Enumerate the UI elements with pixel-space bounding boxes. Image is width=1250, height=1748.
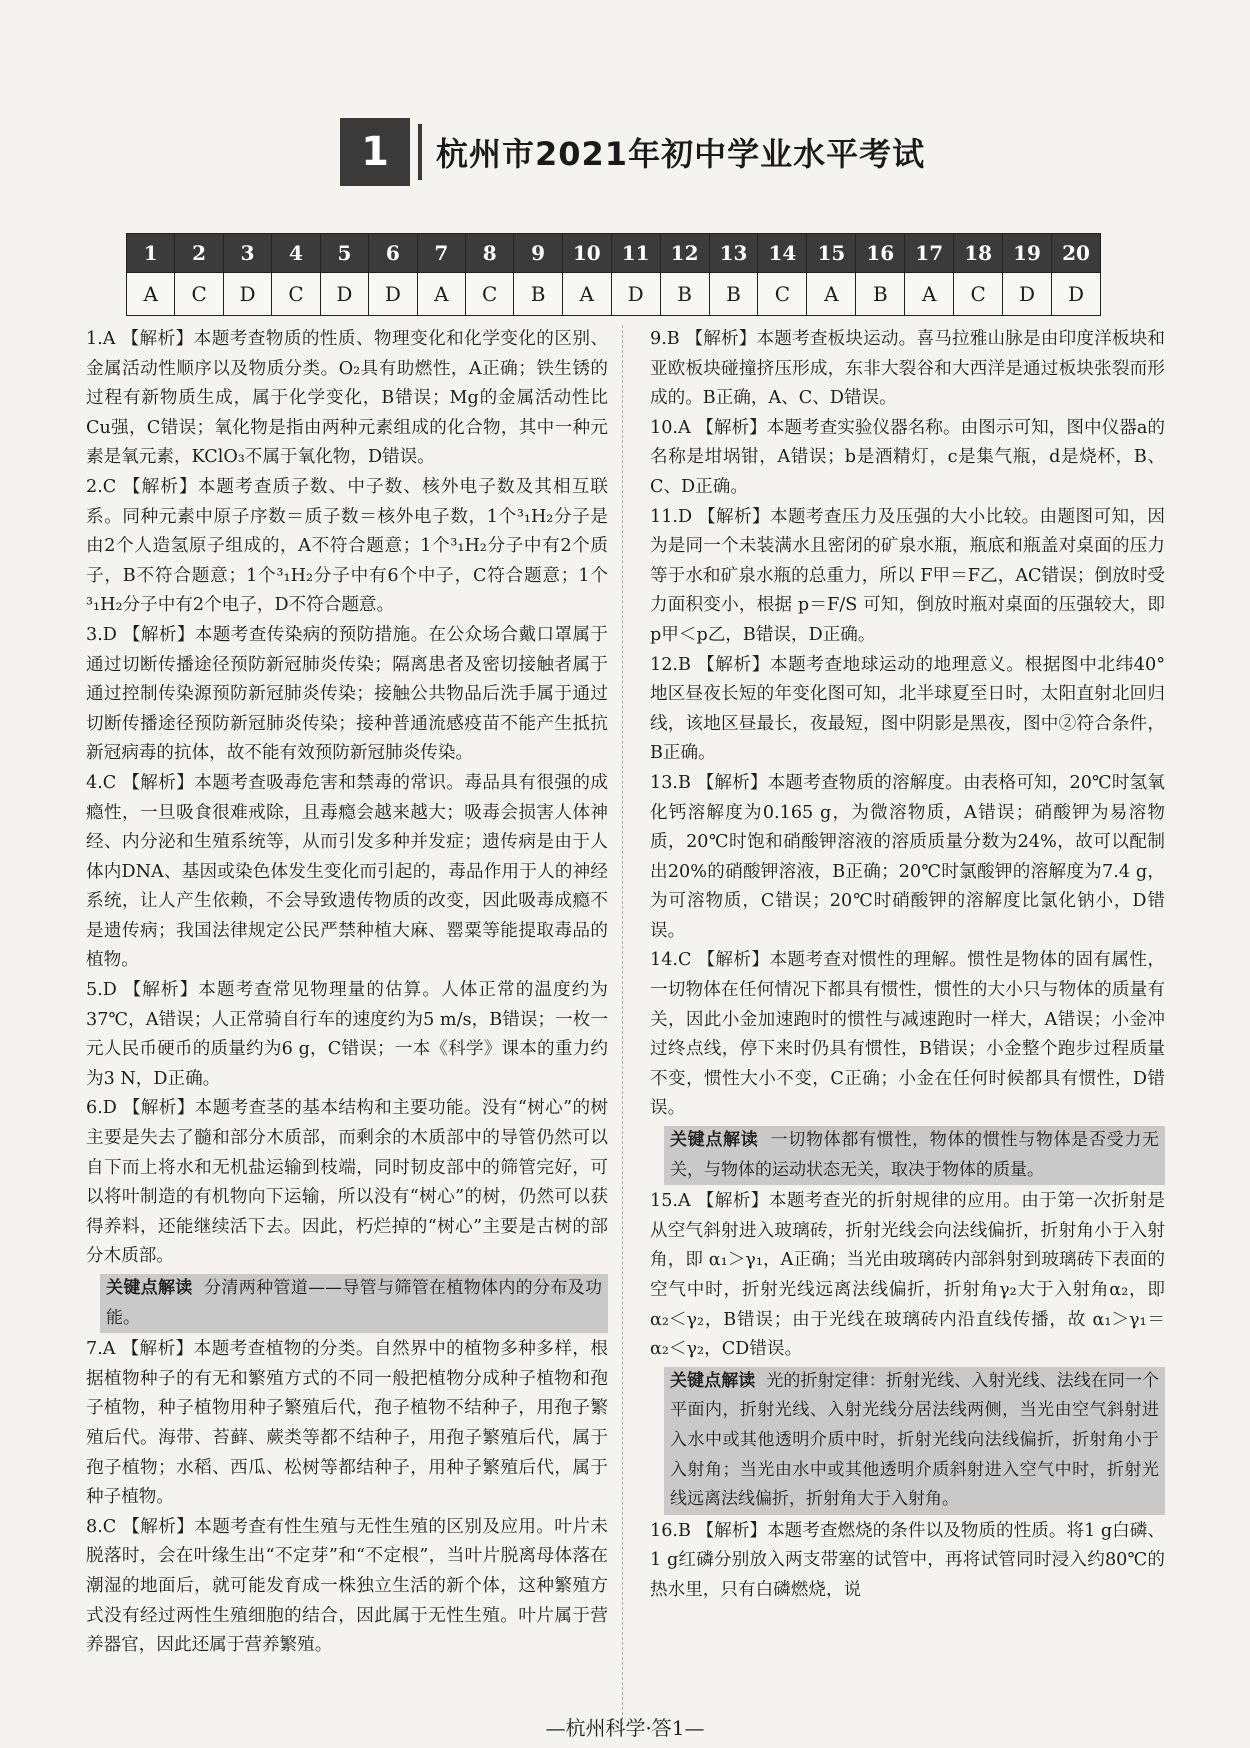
- key-point-label: 关键点解读: [670, 1370, 756, 1391]
- answer-cell: A: [807, 273, 856, 316]
- explanation-item: 14.C 【解析】本题考查对惯性的理解。惯性是物体的固有属性，一切物体在任何情况下都具有惯性，惯性的大小只与物体的质量有关，因此小金加速跑时的惯性与减速跑时一样大，A错误；小金冲过终点线，停下来时仍具有惯性，B错误；小金整个跑步过程质量不变，惯性大小不变，C正确；小金在任何时候都具有惯性，D错误。: [650, 950, 1165, 1119]
- answer-cell: D: [223, 273, 271, 316]
- explanation-item: 11.D 【解析】本题考查压力及压强的大小比较。由题图可知，因为是同一个未装满水且密闭的矿泉水瓶，瓶底和瓶盖对桌面的压力等于水和矿泉水瓶的总重力，所以 F甲＝F乙，AC错误；倒放时受力面积变小，根据 p＝F/S 可知，倒放时瓶对桌面的压强较大，即 p甲＜p乙，B错误，D正确。: [650, 506, 1165, 645]
- explanation-item: 5.D 【解析】本题考查常见物理量的估算。人体正常的温度约为37℃，A错误；人正常骑自行车的速度约为5 m/s，B错误；一枚一元人民币硬币的质量约为6 g，C错误；一本《科学》课本的重力约为3 N，D正确。: [86, 980, 608, 1089]
- question-number-cell: 10: [562, 234, 611, 273]
- explanation-item: 12.B 【解析】本题考查地球运动的地理意义。根据图中北纬40°地区昼夜长短的年变化图可知，北半球夏至日时，太阳直射北回归线，该地区昼最长，夜最短，图中阴影是黑夜，图中②符合条件，B正确。: [650, 654, 1165, 764]
- question-number-cell: 11: [611, 234, 660, 273]
- question-number-cell: 20: [1052, 234, 1101, 273]
- right-column: [650, 325, 1165, 1606]
- question-number-cell: 15: [807, 234, 856, 273]
- question-number-cell: 18: [954, 234, 1003, 273]
- question-number-cell: 6: [369, 234, 417, 273]
- question-number-cell: 19: [1003, 234, 1052, 273]
- answer-cell: A: [562, 273, 611, 316]
- key-point-box: [664, 1126, 1165, 1185]
- title-badge: 1: [340, 118, 410, 186]
- explanation-item: 4.C 【解析】本题考查吸毒危害和禁毒的常识。毒品具有很强的成瘾性，一旦吸食很难戒除，且毒瘾会越来越大；吸毒会损害人体神经、内分泌和生殖系统等，从而引发多种并发症；遗传病是由于人体内DNA、基因或染色体发生变化而引起的，毒品作用于人的神经系统，让人产生依赖，不会导致遗传物质的改变，因此吸毒成瘾不是遗传病；我国法律规定公民严禁种植大麻、罂粟等能提取毒品的植物。: [86, 772, 608, 971]
- answer-table: [126, 233, 1101, 316]
- explanation-item: 16.B 【解析】本题考查燃烧的条件以及物质的性质。将1 g白磷、1 g红磷分别放入两支带塞的试管中，再将试管同时浸入约80℃的热水里，只有白磷燃烧，说: [650, 1520, 1165, 1600]
- question-number-cell: 13: [709, 234, 758, 273]
- question-number-cell: 1: [127, 234, 175, 273]
- answer-cell: C: [758, 273, 807, 316]
- question-number-cell: 14: [758, 234, 807, 273]
- answer-cell: C: [175, 273, 223, 316]
- answer-cell: A: [417, 273, 465, 316]
- key-point-text: 分清两种管道——导管与筛管在植物体内的分布及功能。: [106, 1278, 602, 1328]
- answer-cell: B: [514, 273, 562, 316]
- key-point-box: [664, 1367, 1165, 1515]
- question-number-cell: 2: [175, 234, 223, 273]
- explanation-item: 7.A 【解析】本题考查植物的分类。自然界中的植物多种多样，根据植物种子的有无和繁殖方式的不同一般把植物分成种子植物和孢子植物，种子植物用种子繁殖后代，孢子植物不结种子，用孢子繁殖后代。海带、苔藓、蕨类等都不结种子，用孢子繁殖后代，属于孢子植物；水稻、西瓜、松树等都结种子，用种子繁殖后代，属于种子植物。: [86, 1339, 608, 1508]
- explanation-item: 6.D 【解析】本题考查茎的基本结构和主要功能。没有“树心”的树主要是失去了髓和部分木质部，而剩余的木质部中的导管仍然可以自下而上将水和无机盐运输到枝端，同时韧皮部中的筛管完好，可以将叶制造的有机物向下运输，所以没有“树心”的树，仍然可以获得养料，还能继续活下去。因此，朽烂掉的“树心”主要是古树的部分木质部。: [86, 1098, 608, 1267]
- explanation-item: 9.B 【解析】本题考查板块运动。喜马拉雅山脉是由印度洋板块和亚欧板块碰撞挤压形成，东非大裂谷和大西洋是通过板块张裂而形成的。B正确，A、C、D错误。: [650, 329, 1165, 409]
- key-point-label: 关键点解读: [670, 1130, 759, 1151]
- question-number-cell: 5: [320, 234, 368, 273]
- answer-cell: C: [954, 273, 1003, 316]
- answer-cell: B: [660, 273, 709, 316]
- answer-cell: D: [320, 273, 368, 316]
- explanation-item: 1.A 【解析】本题考查物质的性质、物理变化和化学变化的区别、金属活动性顺序以及物质分类。O₂具有助燃性，A正确；铁生锈的过程有新物质生成，属于化学变化，B错误；Mg的金属活动性比Cu强，C错误；氧化物是指由两种元素组成的化合物，其中一种元素是氧元素，KClO₃不属于氧化物，D错误。: [86, 329, 608, 468]
- page-title: [340, 118, 925, 186]
- answer-cell: B: [709, 273, 758, 316]
- explanation-item: 2.C 【解析】本题考查质子数、中子数、核外电子数及其相互联系。同种元素中原子序数＝质子数＝核外电子数，1个³₁H₂分子是由2个人造氢原子组成的，A不符合题意；1个³₁H₂分子中有2个质子，B不符合题意；1个³₁H₂分子中有6个中子，C符合题意；1个³₁H₂分子中有2个电子，D不符合题意。: [86, 476, 608, 616]
- left-column: [86, 325, 608, 1661]
- answer-cell: D: [1052, 273, 1101, 316]
- question-number-cell: 7: [417, 234, 465, 273]
- title-text: 杭州市2021年初中学业水平考试: [436, 135, 926, 173]
- answer-cell: B: [856, 273, 905, 316]
- answer-cell: C: [272, 273, 320, 316]
- answer-number-row: [127, 234, 1101, 273]
- question-number-cell: 16: [856, 234, 905, 273]
- title-divider: [418, 124, 422, 180]
- answer-cell: D: [369, 273, 417, 316]
- question-number-cell: 3: [223, 234, 271, 273]
- question-number-cell: 4: [272, 234, 320, 273]
- answer-cell: D: [1003, 273, 1052, 316]
- question-number-cell: 8: [465, 234, 513, 273]
- column-divider: [622, 325, 623, 1725]
- key-point-label: 关键点解读: [106, 1278, 193, 1298]
- explanation-item: 10.A 【解析】本题考查实验仪器名称。由图示可知，图中仪器a的名称是坩埚钳，A错误；b是酒精灯，c是集气瓶，d是烧杯，B、C、D正确。: [650, 417, 1165, 497]
- answer-letter-row: [127, 273, 1101, 316]
- question-number-cell: 12: [660, 234, 709, 273]
- answer-cell: D: [611, 273, 660, 316]
- answer-cell: A: [127, 273, 175, 316]
- key-point-text: 一切物体都有惯性，物体的惯性与物体是否受力无关，与物体的运动状态无关，取决于物体的质量。: [670, 1130, 1160, 1180]
- page-footer: —杭州科学·答1—: [545, 1716, 705, 1740]
- answer-cell: C: [465, 273, 513, 316]
- explanation-item: 15.A 【解析】本题考查光的折射规律的应用。由于第一次折射是从空气斜射进入玻璃砖，折射光线会向法线偏折，折射角小于入射角，即 α₁＞γ₁，A正确；当光由玻璃砖内部斜射到玻璃砖下表面的空气中时，折射光线远离法线偏折，折射角γ₂大于入射角α₂，即 α₂＜γ₂，B错误；由于光线在玻璃砖内沿直线传播，故 α₁＞γ₁＝α₂＜γ₂，CD错误。: [650, 1191, 1165, 1360]
- question-number-cell: 17: [905, 234, 954, 273]
- answer-cell: A: [905, 273, 954, 316]
- key-point-text: 光的折射定律：折射光线、入射光线、法线在同一个平面内，折射光线、入射光线分居法线两侧，当光由空气斜射进入水中或其他透明介质中时，折射光线向法线偏折，折射角小于入射角；当光由水中或其他透明介质斜射进入空气中时，折射光线远离法线偏折，折射角大于入射角。: [670, 1370, 1160, 1510]
- question-number-cell: 9: [514, 234, 562, 273]
- explanation-item: 8.C 【解析】本题考查有性生殖与无性生殖的区别及应用。叶片未脱落时，会在叶缘生出“不定芽”和“不定根”，当叶片脱离母体落在潮湿的地面后，就可能发育成一株独立生活的新个体，这种繁殖方式没有经过两性生殖细胞的结合，因此属于无性生殖。叶片属于营养器官，因此还属于营养繁殖。: [86, 1516, 608, 1656]
- explanation-item: 13.B 【解析】本题考查物质的溶解度。由表格可知，20℃时氢氧化钙溶解度为0.165 g，为微溶物质，A错误；硝酸钾为易溶物质，20℃时饱和硝酸钾溶液的溶质质量分数为24%，故可以配制出20%的硝酸钾溶液，B正确；20℃时氯酸钾的溶解度为7.4 g，为可溶物质，C错误；20℃时硝酸钾的溶解度比氯化钠小，D错误。: [650, 772, 1165, 941]
- explanation-item: 3.D 【解析】本题考查传染病的预防措施。在公众场合戴口罩属于通过切断传播途径预防新冠肺炎传染；隔离患者及密切接触者属于通过控制传染源预防新冠肺炎传染；接触公共物品后洗手属于通过切断传播途径预防新冠肺炎传染；接种普通流感疫苗不能产生抵抗新冠病毒的抗体，故不能有效预防新冠肺炎传染。: [86, 624, 608, 764]
- key-point-box: [100, 1274, 608, 1333]
